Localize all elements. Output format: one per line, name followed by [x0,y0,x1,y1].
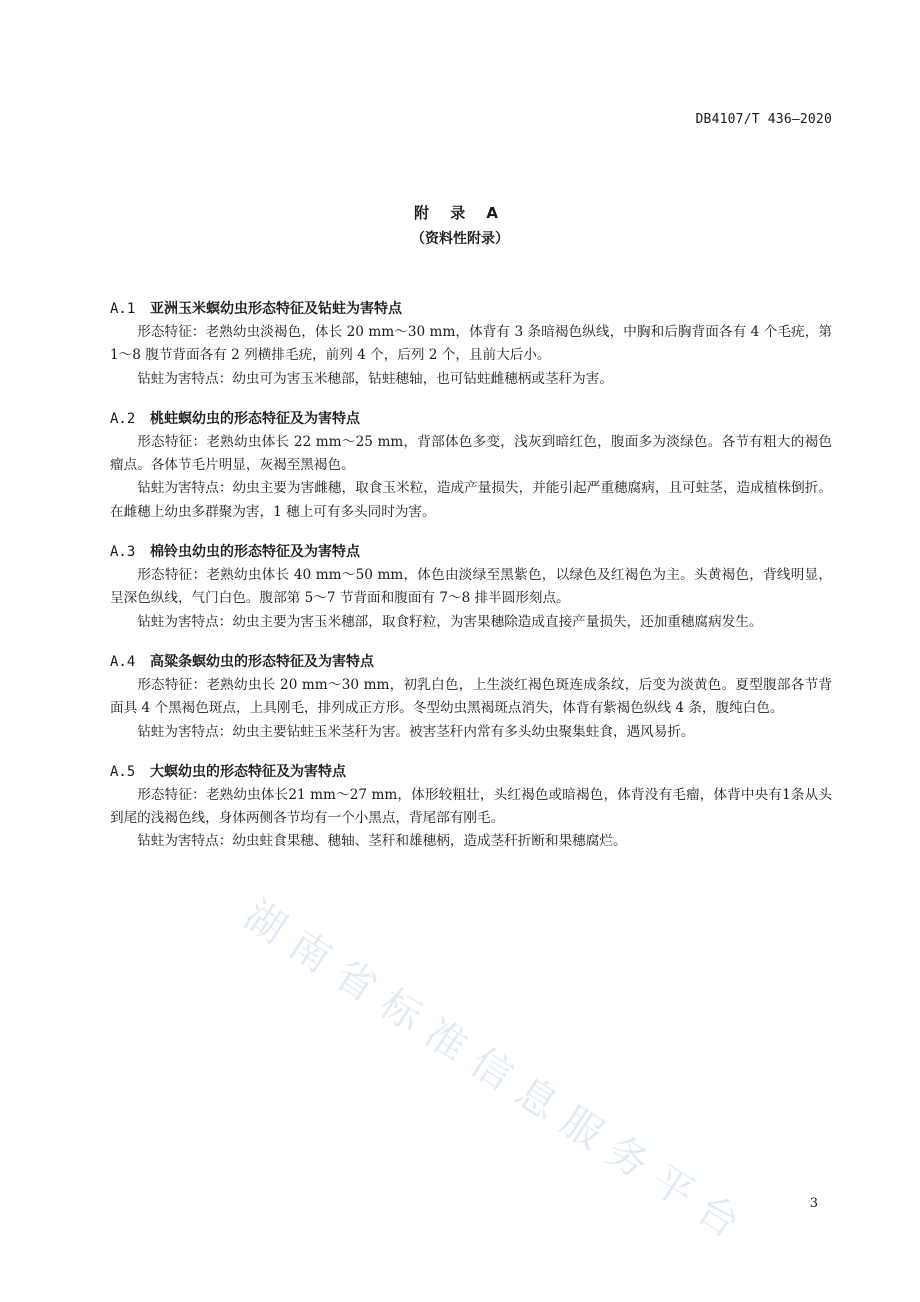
paragraph-morphology: 形态特征：老熟幼虫体长 40 mm～50 mm，体色由淡绿至黑紫色，以绿色及红褐色为主。头黄褐色，背线明显，呈深色纵线，气门白色。腹部第 5～7 节背面和腹面有 7～8 排半圆形刻点。 [110,567,832,607]
section-a5 [110,760,832,854]
section-heading [110,760,832,784]
section-number: A.3 [110,544,136,561]
section-title: 棉铃虫幼虫的形态特征及为害特点 [150,544,360,561]
section-heading [110,297,832,321]
section-a1 [110,297,832,391]
section-a3 [110,540,832,634]
annex-title: 附 录 A [413,204,507,222]
paragraph-damage: 钻蛀为害特点：幼虫主要钻蛀玉米茎秆为害。被害茎秆内常有多头幼虫聚集蛀食，遇风易折。 [137,723,695,740]
section-a4 [110,650,832,744]
paragraph-morphology: 形态特征：老熟幼虫淡褐色，体长 20 mm～30 mm，体背有 3 条暗褐色纵线，中胸和后胸背面各有 4 个毛疣，第 1～8 腹节背面各有 2 列横排毛疣，前列 4 个，后列 2 个，且前大后小。 [110,324,832,364]
page-number: 3 [809,1196,818,1211]
section-number: A.2 [110,410,136,427]
paragraph-morphology: 形态特征：老熟幼虫体长 22 mm～25 mm，背部体色多变，浅灰到暗红色，腹面多为淡绿色。各节有粗大的褐色瘤点。各体节毛片明显，灰褐至黑褐色。 [110,433,832,474]
paragraph-damage: 钻蛀为害特点：幼虫可为害玉米穗部，钻蛀穗轴，也可钻蛀雌穗柄或茎秆为害。 [137,370,613,387]
section-number: A.5 [110,763,136,780]
section-title: 亚洲玉米螟幼虫形态特征及钻蛀为害特点 [150,301,402,317]
paragraph-damage: 钻蛀为害特点：幼虫主要为害玉米穗部，取食籽粒，为害果穗除造成直接产量损失，还加重穗腐病发生。 [137,613,763,630]
section-title: 高粱条螟幼虫的形态特征及为害特点 [150,653,374,670]
paragraph-morphology: 形态特征：老熟幼虫体长21 mm～27 mm，体形较粗壮，头红褐色或暗褐色，体背没有毛瘤，体背中央有1条从头到尾的浅褐色线，身体两侧各节均有一个小黑点，背尾部有刚毛。 [110,786,832,827]
watermark: 湖南省标准信息服务平台 [235,892,759,1255]
section-a2 [110,407,832,524]
section-number: A.1 [110,301,136,317]
section-heading [110,540,832,564]
paragraph-damage: 钻蛀为害特点：幼虫主要为害雌穗，取食玉米粒，造成产量损失，并能引起严重穗腐病，且可蛀茎，造成植株倒折。在雌穗上幼虫多群聚为害，1 穗上可有多头同时为害。 [110,480,832,520]
annex-subtitle: （资料性附录） [411,231,509,247]
section-title: 大螟幼虫的形态特征及为害特点 [150,763,346,780]
section-heading [110,407,832,431]
paragraph-morphology: 形态特征：老熟幼虫长 20 mm～30 mm，初乳白色，上生淡红褐色斑连成条纹，后变为淡黄色。夏型腹部各节背面具 4 个黑褐色斑点，上具刚毛，排列成正方形。冬型幼虫黑褐斑点消失，体背有紫褐色纵线 4 条，腹纯白色。 [110,676,832,717]
paragraph-damage: 钻蛀为害特点：幼虫蛀食果穗、穗轴、茎秆和雄穗柄，造成茎秆折断和果穗腐烂。 [137,833,627,850]
section-number: A.4 [110,653,136,670]
section-heading [110,650,832,674]
annex-content [110,297,832,870]
section-title: 桃蛀螟幼虫的形态特征及为害特点 [150,410,360,427]
document-code: DB4107/T 436—2020 [695,112,832,127]
